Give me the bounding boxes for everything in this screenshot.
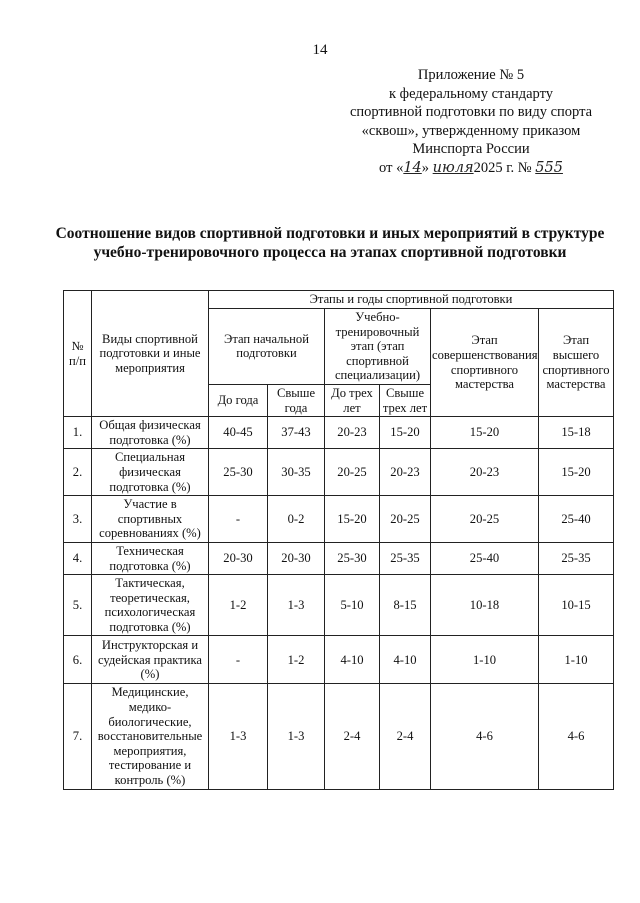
row-name: Общая физическая подготовка (%) — [92, 417, 209, 449]
header-up-to-year: До года — [209, 384, 268, 416]
cell-value: 1-3 — [268, 684, 325, 789]
cell-value: 20-23 — [325, 417, 380, 449]
cell-value: 1-10 — [539, 636, 614, 684]
row-num: 2. — [64, 449, 92, 496]
header-row-stages — [64, 291, 614, 309]
appendix-line-1: Приложение № 5 — [417, 67, 525, 83]
cell-value: 1-3 — [209, 684, 268, 789]
header-over-three: Свыше трех лет — [380, 384, 431, 416]
cell-value: 20-25 — [325, 449, 380, 496]
header-up-to-three: До трех лет — [325, 384, 380, 416]
table-row — [64, 542, 614, 574]
appendix-line-5: Минспорта России — [412, 141, 530, 158]
cell-value: 10-18 — [431, 575, 539, 636]
cell-value: 20-23 — [431, 449, 539, 496]
table-row — [64, 684, 614, 789]
header-type: Виды спортивной подготовки и иные мероприятия — [92, 291, 209, 417]
cell-value: 15-20 — [431, 417, 539, 449]
row-name: Инструкторская и судейская практика (%) — [92, 636, 209, 684]
order-number: 555 — [535, 159, 563, 176]
row-num: 6. — [64, 636, 92, 684]
cell-value: 37-43 — [268, 417, 325, 449]
header-stage-higher: Этап высшего спортивного мастерства — [539, 309, 614, 417]
header-stage-initial: Этап начальной подготовки — [209, 309, 325, 385]
header-num: № п/п — [64, 291, 92, 417]
cell-value: 20-23 — [380, 449, 431, 496]
cell-value: 1-2 — [268, 636, 325, 684]
cell-value: 15-20 — [539, 449, 614, 496]
cell-value: 8-15 — [380, 575, 431, 636]
cell-value: 15-20 — [325, 496, 380, 543]
appendix-date-line — [340, 159, 602, 178]
cell-value: 25-35 — [380, 542, 431, 574]
cell-value: 1-10 — [431, 636, 539, 684]
date-separator: » — [421, 159, 430, 176]
cell-value: 25-40 — [431, 542, 539, 574]
header-stage-perfection: Этап совершенствования спортивного мастерства — [431, 309, 539, 417]
appendix-line-4: «сквош», утвержденному приказом — [361, 122, 581, 139]
table-row — [64, 496, 614, 543]
cell-value: 2-4 — [380, 684, 431, 789]
cell-value: 4-10 — [325, 636, 380, 684]
row-num: 4. — [64, 542, 92, 574]
cell-value: 25-30 — [325, 542, 380, 574]
header-over-year: Свыше года — [268, 384, 325, 416]
table-row — [64, 575, 614, 636]
document-title: Соотношение видов спортивной подготовки и иных мероприятий в структуре учебно-тренировочного процесса на этапах спортивной подготовки — [55, 225, 605, 261]
appendix-line-2: к федеральному стандарту — [389, 85, 553, 102]
cell-value: 25-40 — [539, 496, 614, 543]
cell-value: 25-35 — [539, 542, 614, 574]
cell-value: 4-6 — [431, 684, 539, 789]
cell-value: 1-2 — [209, 575, 268, 636]
header-stage-training: Учебно-тренировочный этап (этап спортивной специализации) — [325, 309, 431, 385]
date-year: 2025 г. № — [473, 159, 532, 176]
cell-value: 10-15 — [539, 575, 614, 636]
training-ratio-table — [63, 290, 614, 790]
row-name: Тактическая, теоретическая, психологическая подготовка (%) — [92, 575, 209, 636]
header-stages: Этапы и годы спортивной подготовки — [209, 291, 614, 309]
table-row — [64, 449, 614, 496]
cell-value: 25-30 — [209, 449, 268, 496]
row-name: Специальная физическая подготовка (%) — [92, 449, 209, 496]
cell-value: 0-2 — [268, 496, 325, 543]
cell-value: - — [209, 636, 268, 684]
row-num: 1. — [64, 417, 92, 449]
cell-value: 20-30 — [209, 542, 268, 574]
cell-value: 30-35 — [268, 449, 325, 496]
cell-value: 1-3 — [268, 575, 325, 636]
appendix-line-3: спортивной подготовки по виду спорта — [349, 104, 593, 121]
cell-value: 40-45 — [209, 417, 268, 449]
cell-value: 20-25 — [431, 496, 539, 543]
page-number: 14 — [312, 42, 328, 58]
appendix-block — [340, 66, 602, 178]
cell-value: 15-18 — [539, 417, 614, 449]
cell-value: 5-10 — [325, 575, 380, 636]
row-name: Техническая подготовка (%) — [92, 542, 209, 574]
cell-value: - — [209, 496, 268, 543]
date-month: июля — [432, 159, 474, 176]
row-name: Участие в спортивных соревнованиях (%) — [92, 496, 209, 543]
cell-value: 2-4 — [325, 684, 380, 789]
cell-value: 4-10 — [380, 636, 431, 684]
row-num: 7. — [64, 684, 92, 789]
row-num: 3. — [64, 496, 92, 543]
table-row — [64, 636, 614, 684]
cell-value: 4-6 — [539, 684, 614, 789]
cell-value: 20-25 — [380, 496, 431, 543]
date-prefix: от « — [379, 159, 404, 176]
date-day: 14 — [403, 159, 422, 176]
row-name: Медицинские, медико-биологические, восстановительные мероприятия, тестирование и контроль (%) — [92, 684, 209, 789]
row-num: 5. — [64, 575, 92, 636]
cell-value: 20-30 — [268, 542, 325, 574]
table-row — [64, 417, 614, 449]
cell-value: 15-20 — [380, 417, 431, 449]
